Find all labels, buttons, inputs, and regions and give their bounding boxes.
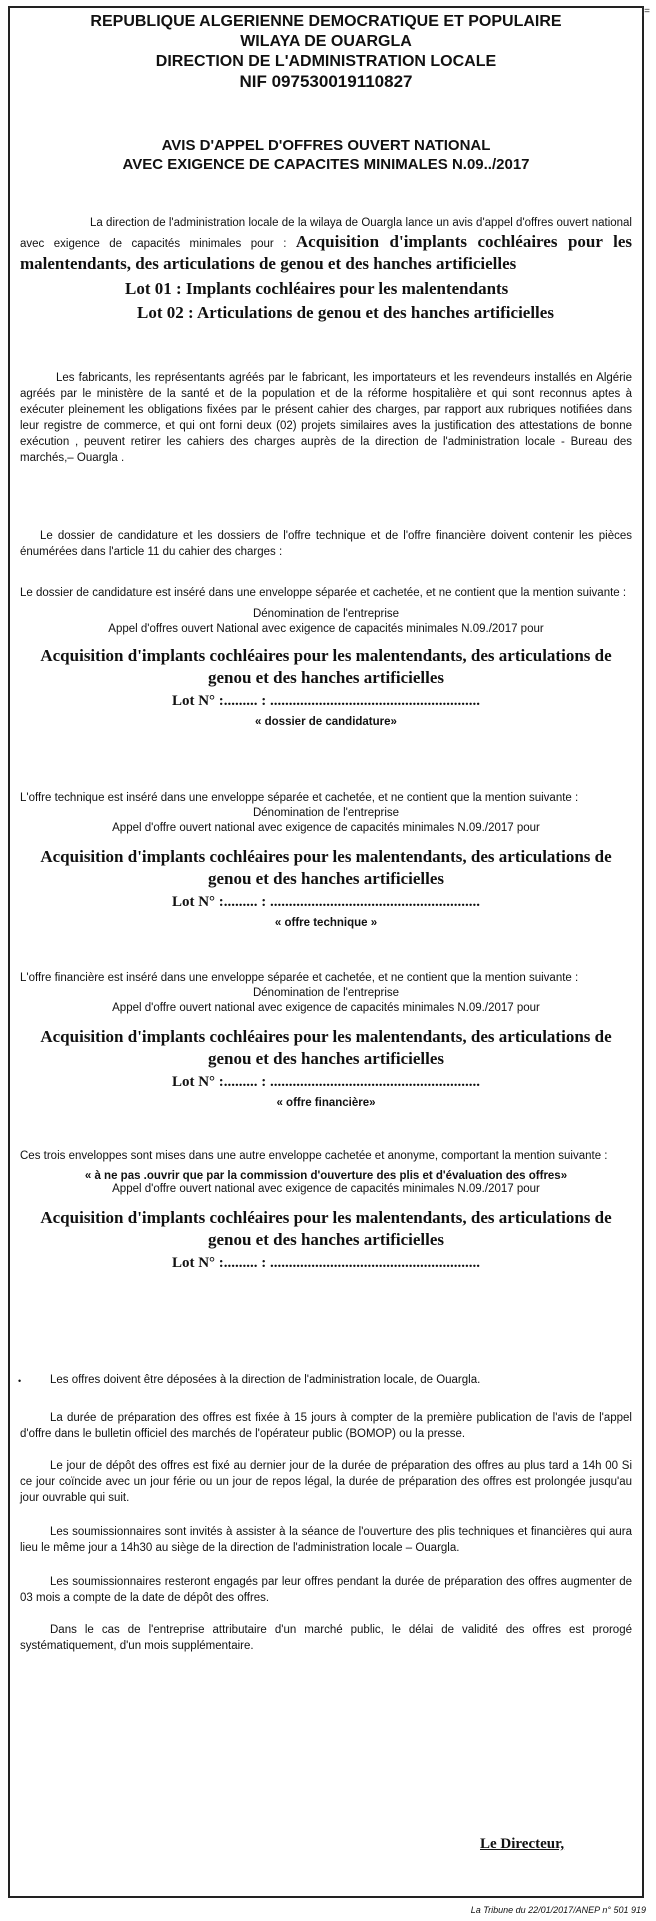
technique-section (20, 790, 632, 929)
intro-lot1: Lot 01 : Implants cochléaires pour les malentendants (125, 279, 509, 298)
financiere-denomination: Dénomination de l'entreprise (252, 987, 400, 999)
candidature-mark: « dossier de candidature» (255, 716, 397, 728)
anonyme-object: Acquisition d'implants cochléaires pour les malentendants, des articulations de genou et des hanches artificielles (40, 1208, 612, 1249)
anonyme-intro: Ces trois enveloppes sont mises dans une autre enveloppe cachetée et anonyme, comportant la mention suivante : (20, 1150, 608, 1162)
candidature-denomination: Dénomination de l'entreprise (252, 608, 400, 620)
intro-object: Acquisition d'implants cochléaires pour les malentendants, des articulations de genou et des hanches artificielles (20, 232, 633, 273)
intro (20, 215, 632, 325)
intro-text: La direction de l'administration locale de la wilaya de Ouargla lance un avis d'appel d'offres ouvert national avec exigence de capacités minimales pour : (20, 217, 632, 250)
signature: Le Directeur, (480, 1836, 565, 1852)
closing-p6: Dans le cas de l'entreprise attributaire d'un marché public, le délai de validité des offres est prorogé systématiquement, d'un mois supplémentaire. (20, 1624, 632, 1652)
header (20, 12, 632, 92)
technique-mark: « offre technique » (274, 917, 378, 929)
edge-mark: |= (641, 6, 650, 17)
anonyme-section (20, 1148, 632, 1272)
header-nif: NIF 097530019110827 (239, 72, 413, 91)
header-wilaya: WILAYA DE OUARGLA (240, 33, 412, 50)
financiere-intro: L'offre financière est inséré dans une enveloppe séparée et cachetée, et ne contient que la mention suivante : (20, 972, 579, 984)
notice-title (20, 136, 632, 174)
closing-p5: Les soumissionnaires resteront engagés par leur offres pendant la durée de préparation des offres augmenter de 03 mois a compte de la date de dépôt des offres. (20, 1576, 632, 1604)
financiere-section (20, 970, 632, 1109)
closing-p2: La durée de préparation des offres est fixée à 15 jours à compter de la première publication de l'avis de l'appel d'offre dans le bulletin officiel des marchés de l'opérateur public (BOMOP) ou la presse. (20, 1412, 632, 1440)
candidature-object: Acquisition d'implants cochléaires pour les malentendants, des articulations de genou et des hanches artificielles (40, 646, 612, 687)
anonyme-lot-line: Lot N° :......... : ........................................................ (171, 1255, 481, 1271)
candidature-lot-line: Lot N° :......... : ........................................................ (171, 693, 481, 709)
closing-p1: Les offres doivent être déposées à la direction de l'administration locale, de Ouargla. (50, 1374, 481, 1386)
technique-object: Acquisition d'implants cochléaires pour les malentendants, des articulations de genou et des hanches artificielles (40, 847, 612, 888)
eligibility-paragraph: Les fabricants, les représentants agréés par le fabricant, les importateurs et les revendeurs installés en Algérie agréés par le ministère de la santé et de la population et de la réforme hospitalière et qui sont reconnus aptes à exécuter pleinement les obligations fixées par le présent cahier des charges, par rapport aux rubriques notifiées dans leur registre de commerce, et qui ont forni deux (02) projets similaires aves la justification des attestations de bonne exécution , peuvent retirer les cahiers des charges auprès de la direction de l'administration locale - Bureau des marchés,– Ouargla . (20, 372, 632, 464)
financiere-appel: Appel d'offre ouvert national avec exigence de capacités minimales N.09./2017 pour (112, 1002, 540, 1014)
technique-intro: L'offre technique est inséré dans une enveloppe séparée et cachetée, et ne contient que la mention suivante : (20, 792, 579, 804)
frame-bottom-rule (8, 1896, 644, 1898)
candidature-section (20, 585, 632, 728)
closing-bullet: • (18, 1376, 22, 1386)
candidature-appel: Appel d'offres ouvert National avec exigence de capacités minimales N.09./2017 pour (108, 623, 544, 635)
anonyme-mark: « à ne pas .ouvrir que par la commission d'ouverture des plis et d'évaluation des offres» (84, 1170, 568, 1182)
financiere-object: Acquisition d'implants cochléaires pour les malentendants, des articulations de genou et des hanches artificielles (40, 1027, 612, 1068)
financiere-mark: « offre financière» (276, 1097, 376, 1109)
title-line2: AVEC EXIGENCE DE CAPACITES MINIMALES N.09../2017 (122, 156, 530, 173)
anonyme-appel: Appel d'offre ouvert national avec exigence de capacités minimales N.09./2017 pour (112, 1183, 540, 1195)
financiere-lot-line: Lot N° :......... : ........................................................ (171, 1074, 481, 1090)
technique-appel: Appel d'offre ouvert national avec exigence de capacités minimales N.09./2017 pour (112, 822, 540, 834)
intro-lot2: Lot 02 : Articulations de genou et des hanches artificielles (137, 303, 554, 322)
header-direction: DIRECTION DE L'ADMINISTRATION LOCALE (155, 53, 497, 70)
closing-p3: Le jour de dépôt des offres est fixé au dernier jour de la durée de préparation des offres au plus tard a 14h 00 Si ce jour coïncide avec un jour férie ou un jour de repos légal, la durée de préparation des offres est prolongée jusqu'au jour ouvrable qui suit. (20, 1460, 632, 1504)
closing-p4: Les soumissionnaires sont invités à assister à la séance de l'ouverture des plis techniques et financières qui aura lieu le même jour a 14h30 au siège de la direction de l'administration locale – Ouargla. (20, 1526, 632, 1554)
technique-denomination: Dénomination de l'entreprise (252, 807, 400, 819)
technique-lot-line: Lot N° :......... : ........................................................ (171, 894, 481, 910)
dossier-paragraph: Le dossier de candidature et les dossiers de l'offre technique et de l'offre financière doivent contenir les pièces énumérées dans l'article 11 du cahier des charges : (20, 530, 632, 558)
publication-footer: La Tribune du 22/01/2017/ANEP n° 501 919 (470, 1905, 646, 1915)
title-line1: AVIS D'APPEL D'OFFRES OUVERT NATIONAL (161, 137, 491, 154)
header-republic: REPUBLIQUE ALGERIENNE DEMOCRATIQUE ET POPULAIRE (90, 13, 562, 30)
candidature-intro: Le dossier de candidature est inséré dans une enveloppe séparée et cachetée, et ne contient que la mention suivante : (20, 587, 627, 599)
